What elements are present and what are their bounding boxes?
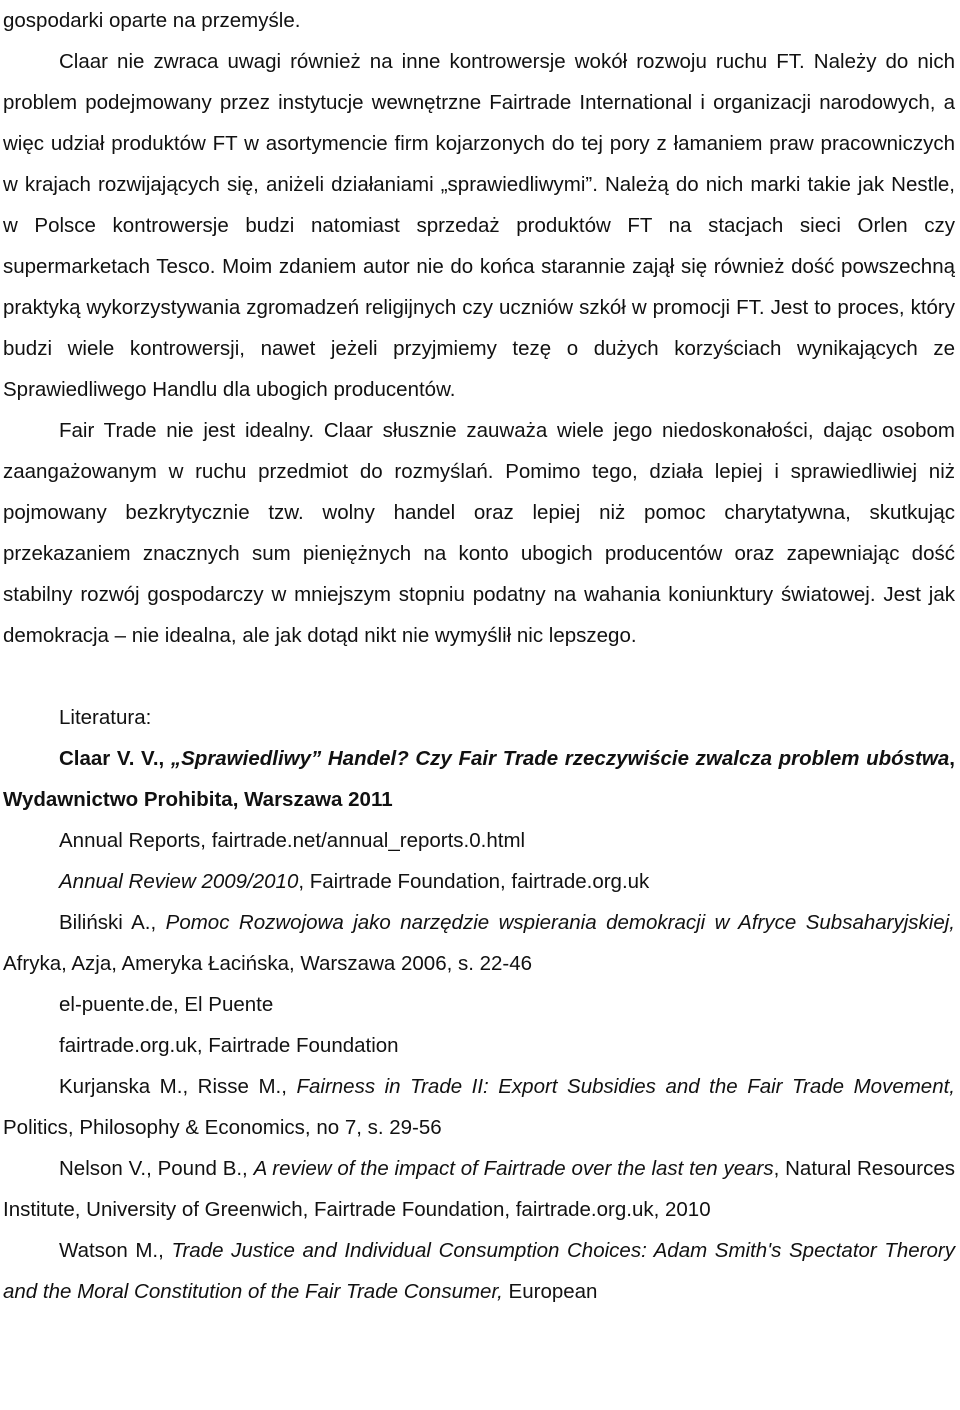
entry-publisher: European [502, 1280, 598, 1303]
bibliography-entry [3, 1148, 955, 1230]
bibliography-entry [3, 738, 955, 820]
entry-author: Claar V. V., [59, 747, 171, 770]
entry-publisher: , Fairtrade Foundation, fairtrade.org.uk [298, 870, 650, 893]
paragraph: Claar nie zwraca uwagi również na inne kontrowersje wokół rozwoju ruchu FT. Należy do nich problem podejmowany przez instytucje wewnętrzne Fairtrade International i organizacji narodowych, a więc udział produktów FT w asortymencie firm kojarzonych do tej pory z łamaniem praw pracowniczych w krajach rozwijających się, aniżeli działaniami „sprawiedliwymi”. Należą do nich marki takie jak Nestle, w Polsce kontrowersje budzi natomiast sprzedaż produktów FT na stacjach sieci Orlen czy supermarketach Tesco. Moim zdaniem autor nie do końca starannie zajął się również dość powszechną praktyką wykorzystywania zgromadzeń religijnych czy uczniów szkół w promocji FT. Jest to proces, który budzi wiele kontrowersji, nawet jeżeli przyjmiemy tezę o dużych korzyściach wynikających ze Sprawiedliwego Handlu dla ubogich producentów. [3, 50, 955, 401]
entry-author: Kurjanska M., Risse M., [59, 1075, 297, 1098]
bibliography-entry: fairtrade.org.uk, Fairtrade Foundation [59, 1034, 399, 1057]
entry-title: „Sprawiedliwy” Handel? Czy Fair Trade rzeczywiście zwalcza problem ubóstwa [170, 747, 950, 770]
paragraph: Fair Trade nie jest idealny. Claar słusznie zauważa wiele jego niedoskonałości, dając osobom zaangażowanym w ruchu przedmiot do rozmyślań. Pomimo tego, działa lepiej i sprawiedliwiej niż pojmowany bezkrytycznie tzw. wolny handel oraz lepiej niż pomoc charytatywna, skutkując przekazaniem znacznych sum pieniężnych na konto ubogich producentów oraz zapewniając dość stabilny rozwój gospodarczy w mniejszym stopniu podatny na wahania koniunktury światowej. Jest jak demokracja – nie idealna, ale jak dotąd nikt nie wymyślił nic lepszego. [3, 419, 955, 647]
entry-publisher: Afryka, Azja, Ameryka Łacińska, Warszawa 2006, s. 22-46 [3, 952, 533, 975]
entry-publisher: Politics, Philosophy & Economics, no 7, s. 29-56 [3, 1116, 442, 1139]
entry-title: Pomoc Rozwojowa jako narzędzie wspierania demokracji w Afryce Subsaharyjskiej, [165, 911, 955, 934]
bibliography-entry [3, 1230, 955, 1312]
entry-title: A review of the impact of Fairtrade over the last ten years [253, 1157, 774, 1180]
entry-publisher: , Natural Resources Institute, University of Greenwich, Fairtrade Foundation, fairtrade.org.uk, 2010 [3, 1157, 955, 1221]
bibliography-entry: Annual Reports, fairtrade.net/annual_reports.0.html [59, 829, 526, 852]
text-line: gospodarki oparte na przemyśle. [3, 9, 301, 32]
entry-author: Nelson V., Pound B., [59, 1157, 254, 1180]
bibliography-entry [3, 1066, 955, 1148]
entry-author: Biliński A., [59, 911, 166, 934]
bibliography-entry: el-puente.de, El Puente [59, 993, 274, 1016]
entry-title: Trade Justice and Individual Consumption Choices: Adam Smith's Spectator Therory and the Moral Constitution of the Fair Trade Consumer, [3, 1239, 955, 1303]
literature-heading: Literatura: [59, 706, 152, 729]
entry-publisher: , Wydawnictwo Prohibita, Warszawa 2011 [3, 747, 955, 811]
entry-title: Annual Review 2009/2010 [59, 870, 299, 893]
bibliography-entry [3, 861, 955, 902]
entry-author: Watson M., [59, 1239, 172, 1262]
entry-title: Fairness in Trade II: Export Subsidies and the Fair Trade Movement, [296, 1075, 955, 1098]
bibliography-entry [3, 902, 955, 984]
